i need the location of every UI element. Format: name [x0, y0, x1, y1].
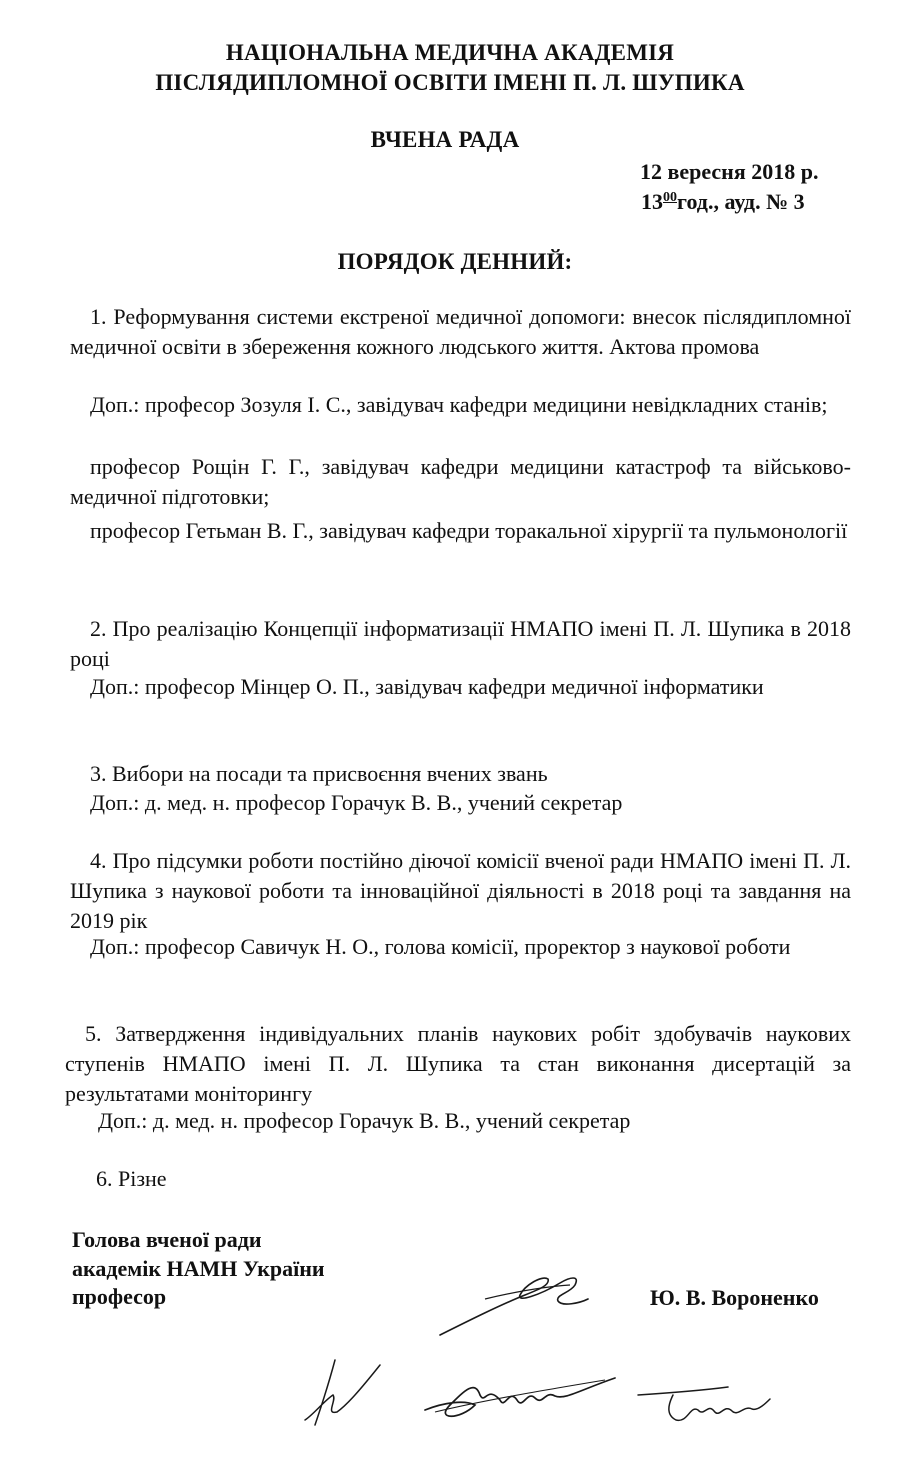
main-signature: [430, 1265, 610, 1345]
signatory-title: академік НАМН України: [72, 1256, 325, 1281]
time-minutes: 00: [663, 190, 677, 205]
meeting-date: 12 вересня 2018 р.: [640, 159, 819, 184]
time-room: год., ауд. № 3: [677, 189, 805, 214]
agenda-item-4-title: 4. Про підсумки роботи постійно діючої комісії вченої ради НМАПО імені П. Л. Шупика з наукової роботи та інноваційної діяльності в 2018 році та завдання на 2019 рік: [70, 848, 851, 933]
agenda-item-5-speaker-1: Доп.: д. мед. н. професор Горачук В. В., учений секретар: [98, 1108, 631, 1133]
time-hour: 13: [641, 189, 663, 214]
agenda-item-1-speaker-1: Доп.: професор Зозуля І. С., завідувач кафедри медицини невідкладних станів;: [90, 392, 828, 417]
signatory-name: Ю. В. Вороненко: [650, 1285, 819, 1310]
signatory-position: Голова вченої ради: [72, 1227, 262, 1252]
meeting-time: [641, 187, 805, 217]
agenda-item-4-speaker-1: Доп.: професор Савичук Н. О., голова комісії, проректор з наукової роботи: [90, 934, 791, 959]
agenda-item-1-title: 1. Реформування системи екстреної медичної допомоги: внесок післядипломної медичної освіти в збереження кожного людського життя. Актова промова: [70, 304, 851, 359]
agenda-item-6-title: 6. Різне: [96, 1166, 167, 1191]
member-signature-3: [628, 1365, 778, 1435]
agenda-item-1-speaker-2: професор Рощін Г. Г., завідувач кафедри медицини катастроф та військово-медичної підготовки;: [70, 454, 851, 509]
member-signature-2: [405, 1360, 635, 1440]
agenda-item-3-title: 3. Вибори на посади та присвоєння вчених звань: [90, 761, 548, 786]
academy-name-line2: ПІСЛЯДИПЛОМНОЇ ОСВІТИ ІМЕНІ П. Л. ШУПИКА: [155, 70, 745, 95]
council-title: ВЧЕНА РАДА: [370, 127, 520, 152]
agenda-item-3-speaker-1: Доп.: д. мед. н. професор Горачук В. В., учений секретар: [90, 790, 623, 815]
agenda-item-5-title: 5. Затвердження індивідуальних планів наукових робіт здобувачів наукових ступенів НМАПО імені П. Л. Шупика та стан виконання дисертацій за результатами моніторингу: [65, 1021, 851, 1106]
member-signature-1: [285, 1340, 395, 1440]
agenda-title: ПОРЯДОК ДЕННИЙ:: [337, 249, 573, 274]
agenda-item-1-speaker-3: професор Гетьман В. Г., завідувач кафедри торакальної хірургії та пульмонології: [90, 518, 848, 543]
agenda-item-2-speaker-1: Доп.: професор Мінцер О. П., завідувач кафедри медичної інформатики: [90, 674, 764, 699]
signatory-degree: професор: [72, 1284, 167, 1309]
agenda-item-2-title: 2. Про реалізацію Концепції інформатизації НМАПО імені П. Л. Шупика в 2018 році: [70, 616, 851, 671]
academy-name-line1: НАЦІОНАЛЬНА МЕДИЧНА АКАДЕМІЯ: [225, 40, 675, 65]
